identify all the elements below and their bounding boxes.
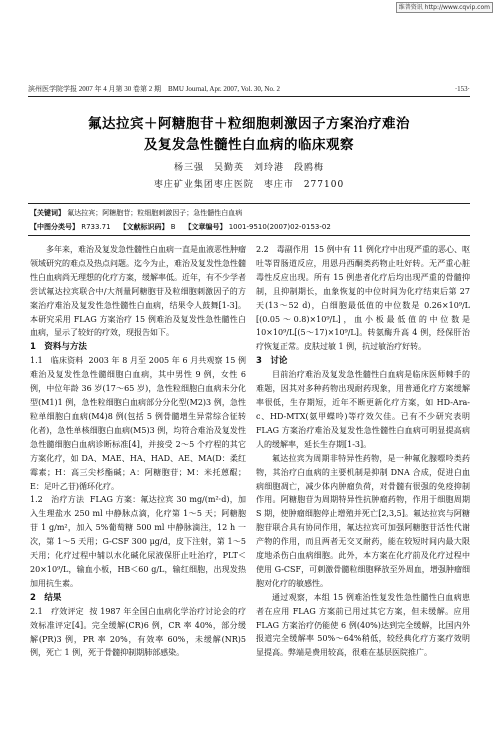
journal-citation: 滨州医学院学报 2007 年 4 月第 30 卷第 2 期 BMU Journal, Apr. 2007, Vol. 30, No. 2	[28, 85, 280, 93]
classification-line	[30, 222, 470, 232]
article-id-label: 【文章编号】	[184, 223, 227, 231]
discussion-paragraph-3: 通过观察，本组 15 例难治性复发性急性髓性白血病患者在应用 FLAG 方案前已用过其它方案，但未缓解。应用 FLAG 方案治疗仍能使 6 例(40%)达到完全缓解，比国内外报道完全缓解率 50%～64%稍低，较经典化疗方案疗效明显提高。弊端是费用较高，很难在基层医院推广。	[256, 592, 470, 658]
section-1-heading: 1 资料与方法	[30, 342, 87, 353]
top-bar	[0, 2, 499, 14]
keywords-line	[30, 208, 470, 218]
section-2-1-text: 按 1987 年全国白血病化学治疗讨论会的疗效标准评定[4]。完全缓解(CR)6 例，CR 率 40%，部分缓解(PR)3 例，PR 率 20%，有效率 60%，未缓解(NR)5 例，死亡 1 例，死于骨髓抑制期肺部感染。	[30, 606, 246, 658]
right-column	[256, 243, 470, 660]
article-title-line-2: 及复发急性髓性白血病的临床观察	[144, 137, 354, 153]
section-2-heading: 2 结果	[30, 592, 62, 603]
discussion-paragraph-1: 目前治疗难治及复发急性髓性白血病是临床医师棘手的难题，因其对多种药物出现耐药现象，用普通化疗方案缓解率很低，生存期短，近年不断更新化疗方案，如 HD-Ara-c、HD-MTX(氨甲蝶呤)等疗效欠佳。已有不少研究表明 FLAG 方案治疗难治及复发性急性髓性白血病可明显提高病人的缓解率，延长生存期[1-3]。	[256, 370, 470, 449]
source-stamp: 维普资讯 http://www.cqvip.com	[396, 2, 493, 13]
section-1-1	[30, 354, 246, 493]
affiliation: 枣庄矿业集团枣庄医院 枣庄市 277100	[153, 180, 345, 190]
section-1-1-text: 2003 年 8 月至 2005 年 6 月共观察 15 例难治及复发性急性髓细胞白血病，其中男性 9 例，女性 6 例，中位年龄 36 岁(17～65 岁)，急性粒细胞白血病未分化型(M1)1 例，急性粒细胞白血病部分分化型(M2)3 例，急性粒单细胞白血病(M4)8 例(包括 5 例骨髓增生异常综合征转化者)，急性单核细胞白血病(M5)3 例，均符合难治及复发性急性髓细胞白血病诊断标准[4]，并接受 2～5 个疗程的其它方案化疗，如 DA、MAE、HA、HAD、AE、MA(D：柔红霉素；H：高三尖杉酯碱；A：阿糖胞苷；M：米托蒽醌；E：足叶乙苷)循环化疗。	[30, 356, 246, 491]
authors: 杨三强 吴勤英 刘玲港 段鸥梅	[173, 163, 324, 173]
article-title-line-1: 氟达拉宾＋阿糖胞苷＋粒细胞刺激因子方案治疗难治	[88, 116, 410, 132]
section-2-1	[30, 605, 246, 661]
section-2-2-text: 15 例中有 11 例化疗中出现严重的恶心、呕吐等胃肠道反应，用恩丹西酮类药物止吐好转。无严重心脏毒性反应出现。所有 15 例患者化疗后均出现严重的骨髓抑制，且抑制期长，血象恢复的中位时间为化疗结束后第 27 天(13～52 d)，白细胞最低值的中位数是 0.26×10⁹/L [(0.05～0.8)×10⁹/L]，血小板最低值的中位数是 10×10⁹/L[(5～17)×10⁹/L]。转氨酶升高 4 例，经保肝治疗恢复正常。皮肤过敏 1 例，抗过敏治疗好转。	[256, 245, 470, 352]
keywords-label: 【关键词】	[30, 209, 65, 217]
doc-code: B	[170, 223, 176, 231]
section-1-2-title: 1.2 治疗方法	[30, 495, 85, 505]
section-3-heading: 3 讨论	[256, 356, 288, 367]
left-column	[30, 243, 246, 660]
clc-code: R733.71	[81, 223, 111, 231]
running-head	[28, 83, 470, 95]
keywords: 氟达拉宾；阿糖胞苷；粒细胞刺激因子；急性髓性白血病	[67, 209, 243, 217]
page-number: ·153·	[454, 85, 470, 93]
doc-code-label: 【文献标识码】	[119, 223, 169, 231]
header-rule	[28, 96, 470, 97]
section-1-2	[30, 493, 246, 590]
section-2-2	[256, 243, 470, 354]
article-id: 1001-9510(2007)02-0153-02	[228, 223, 331, 231]
section-2-1-title: 2.1 疗效评定	[30, 606, 84, 616]
section-2-2-title: 2.2 毒副作用	[256, 245, 309, 254]
intro-paragraph: 多年来，难治及复发急性髓性白血病一直是血液恶性肿瘤领域研究的难点及热点问题。迄今为止，难治及复发性急性髓性白血病尚无理想的化疗方案，缓解率低。近年，有不少学者尝试氟达拉宾联合中/大剂量阿糖胞苷及粒细胞刺激因子的方案治疗难治及复发性急性髓性白血病，结果令人鼓舞[1-3]。本研究采用 FLAG 方案治疗 15 例难治及复发性急性髓性白血病，显示了较好的疗效，现报告如下。	[30, 245, 246, 338]
discussion-paragraph-2: 氟达拉宾为周期非特异性药物，是一种氟化腺嘌呤类药物，其治疗白血病的主要机制是抑制 DNA 合成，促进白血病细胞凋亡，减少体内肿瘤负荷，对骨髓有很强的免疫抑制作用。阿糖胞苷为周期特异性抗肿瘤药物，作用于细胞周期 S 期，使肿瘤细胞停止增殖并死亡[2,3,5]。氟达拉宾与阿糖胞苷联合具有协同作用，氟达拉宾可加强阿糖胞苷活性代谢产物的作用，而且两者无交叉耐药，能在较短时间内最大限度地杀伤白血病细胞。此外，本方案在化疗前及化疗过程中使用 G-CSF，可刺激骨髓粒细胞释放至外周血，增强肿瘤细胞对化疗的敏感性。	[256, 453, 470, 588]
meta-rule-top	[28, 203, 470, 204]
meta-rule-bottom	[28, 235, 470, 236]
section-1-1-title: 1.1 临床资料	[30, 356, 84, 366]
section-1-2-text: FLAG 方案：氟达拉宾 30 mg/(m²·d)，加入生理盐水 250 ml 中静脉点滴，化疗第 1～5 天；阿糖胞苷 1 g/m²，加入 5%葡萄糖 500 ml 中静脉滴注，12 h 一次，第 1～5 天用；G-CSF 300 μg/d，皮下注射，第 1～5 天用；化疗过程中辅以水化碱化尿液保肝止吐治疗，PLT＜20×10⁹/L，输血小板，HB＜60 g/L，输红细胞，出现发热加用抗生素。	[30, 495, 246, 588]
clc-label: 【中图分类号】	[30, 223, 79, 231]
